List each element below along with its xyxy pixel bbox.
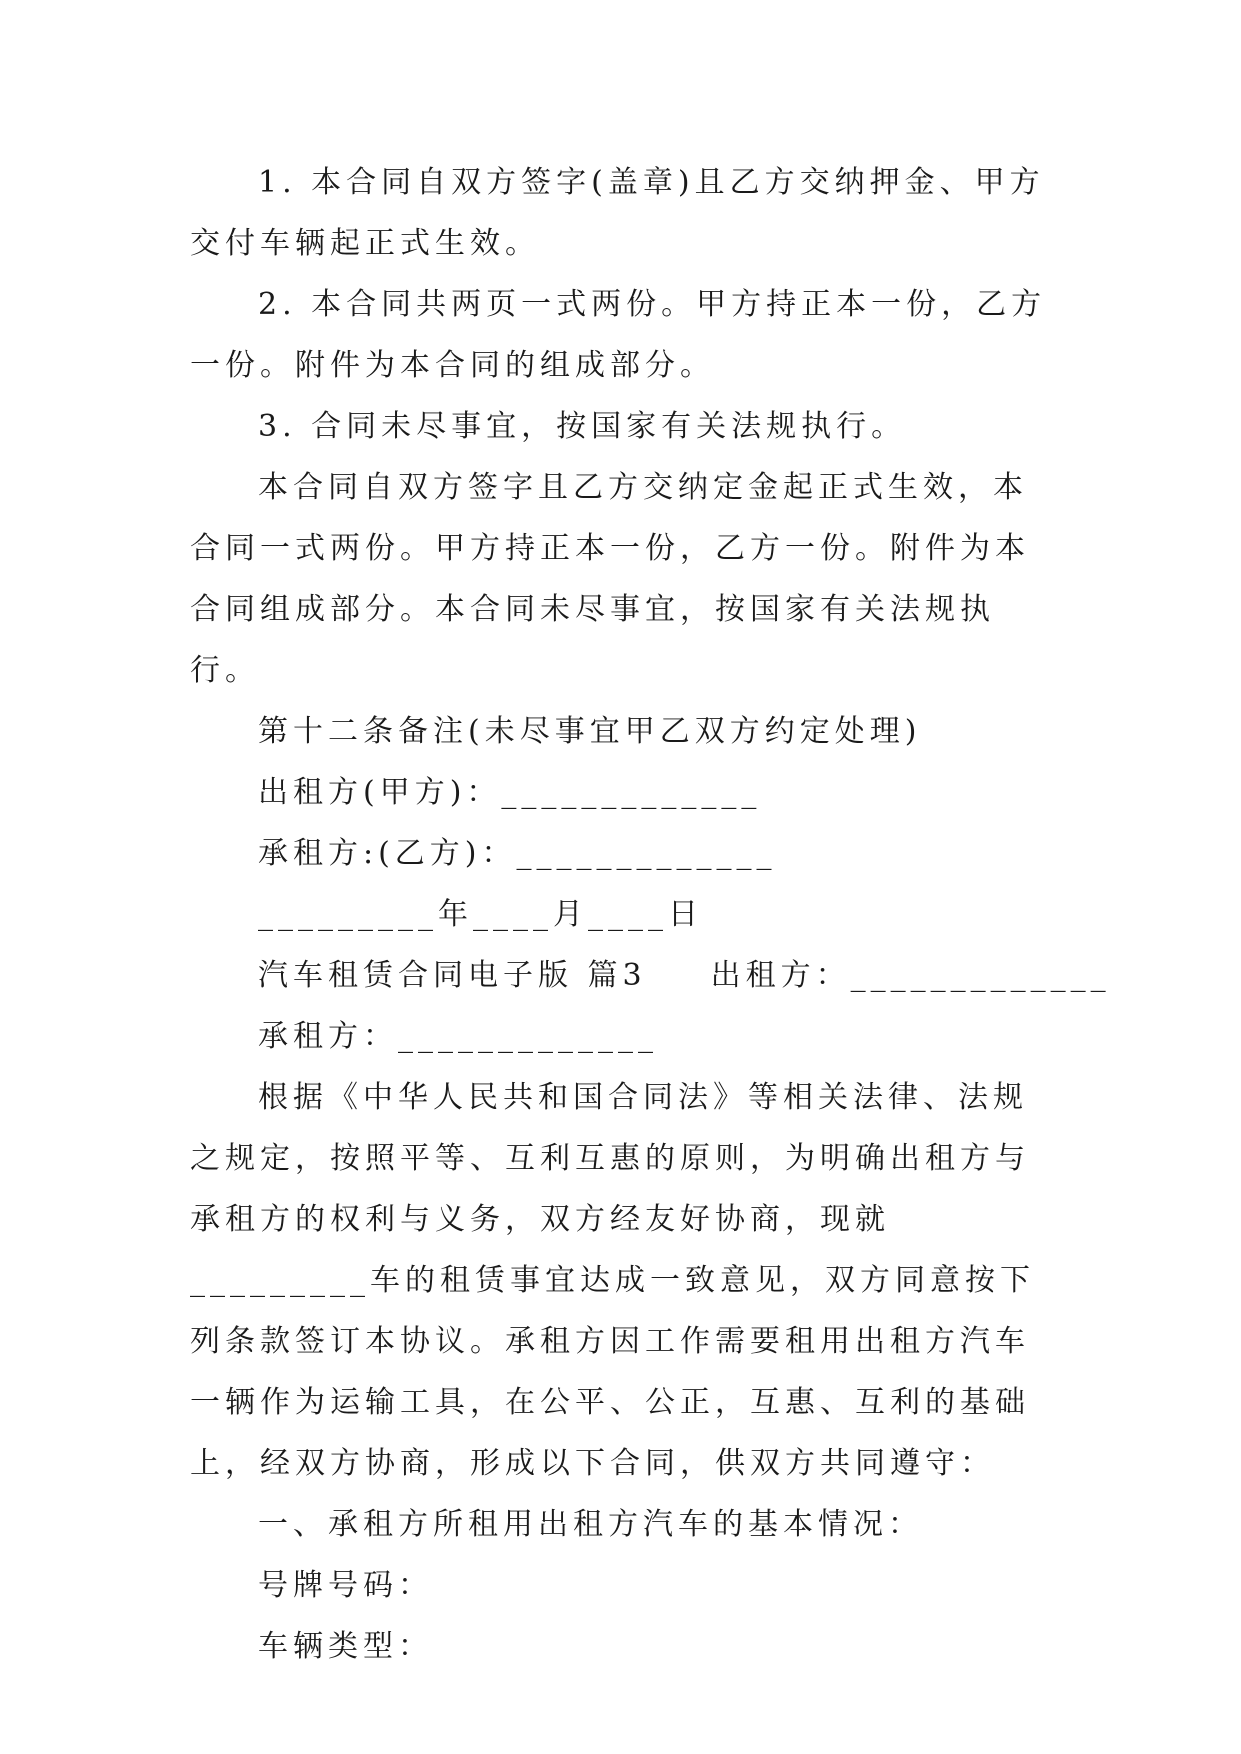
clause-3: 3. 合同未尽事宜，按国家有关法规执行。 xyxy=(258,409,907,444)
lessee-party-b-field: 承租方:(乙方)：_____________ xyxy=(258,836,777,871)
contract-heading-line xyxy=(190,945,1111,1006)
effectiveness-paragraph: 本合同自双方签字且乙方交纳定金起正式生效，本合同一式两份。甲方持正本一份，乙方一份。附件为本合同组成部分。本合同未尽事宜，按国家有关法规执行。 xyxy=(190,470,1030,688)
lessor-party-a-field: 出租方(甲方)：_____________ xyxy=(258,775,762,810)
plate-number-field: 号牌号码： xyxy=(258,1568,433,1603)
preamble-paragraph: 根据《中华人民共和国合同法》等相关法律、法规之规定，按照平等、互利互惠的原则，为明确出租方与承租方的权利与义务，双方经友好协商，现就_________车的租赁事宜达成一致意见，双方同意按下列条款签订本协议。承租方因工作需要租用出租方汽车一辆作为运输工具，在公平、公正，互惠、互利的基础上，经双方协商，形成以下合同，供双方共同遵守： xyxy=(190,1080,1035,1481)
contract-title: 汽车租赁合同电子版 篇3 xyxy=(258,958,647,993)
clause-1: 1. 本合同自双方签字(盖章)且乙方交纳押金、甲方交付车辆起正式生效。 xyxy=(190,165,1045,261)
article-12-remark: 第十二条备注(未尽事宜甲乙双方约定处理) xyxy=(258,714,922,749)
lessee-field: 承租方：_____________ xyxy=(258,1019,658,1054)
section-1-heading: 一、承租方所租用出租方汽车的基本情况： xyxy=(258,1507,923,1542)
document-body xyxy=(190,152,1111,1677)
clause-2: 2. 本合同共两页一式两份。甲方持正本一份，乙方一份。附件为本合同的组成部分。 xyxy=(190,287,1047,383)
date-line: _________年____月____日 xyxy=(258,897,703,932)
vehicle-type-field: 车辆类型： xyxy=(258,1629,433,1664)
lessor-field: 出租方：_____________ xyxy=(710,958,1111,993)
